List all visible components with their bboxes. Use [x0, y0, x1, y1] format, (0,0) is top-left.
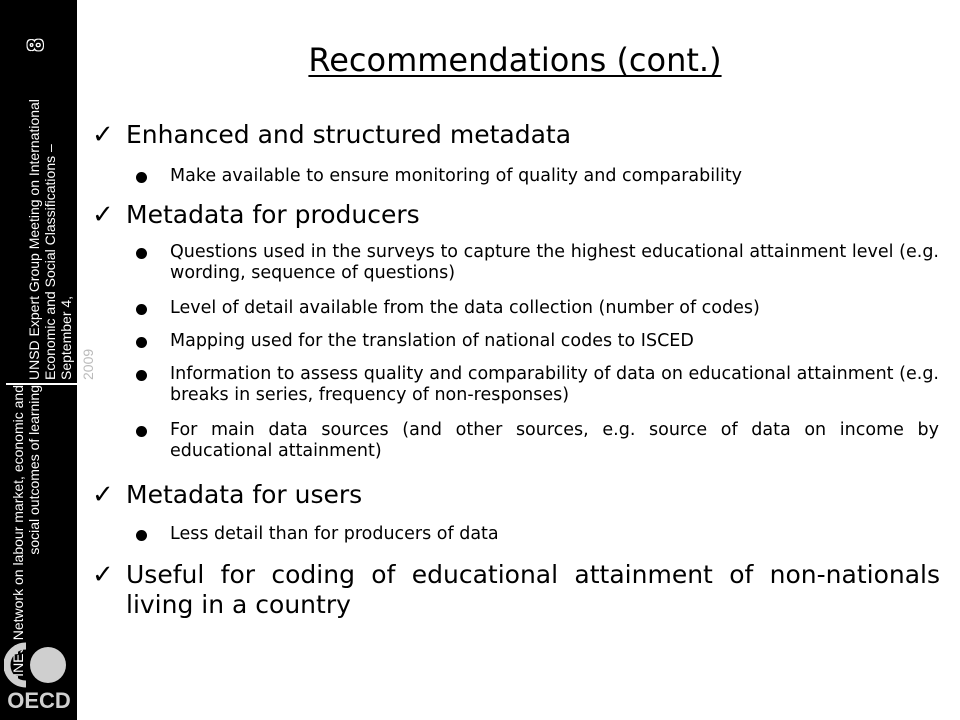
round-bullet-icon: [136, 337, 147, 348]
round-bullet-icon: [136, 172, 147, 183]
bullet-enhanced-metadata: ✓ Enhanced and structured metadata: [92, 120, 572, 150]
bullet-metadata-producers: ✓ Metadata for producers: [92, 200, 420, 230]
sub-bullet: For main data sources (and other sources, e.g. source of data on income by educational attainment): [136, 420, 939, 462]
sub-bullet: Level of detail available from the data collection (number of codes): [136, 298, 939, 319]
oecd-logo-text: OECD: [7, 688, 71, 713]
checkmark-icon: ✓: [92, 560, 114, 590]
bullet-useful-coding: ✓ Useful for coding of educational attainment of non-nationals living in a country: [92, 560, 940, 619]
round-bullet-icon: [136, 304, 147, 315]
checkmark-icon: ✓: [92, 480, 114, 510]
bullet-metadata-users: ✓ Metadata for users: [92, 480, 363, 510]
sub-bullet: Make available to ensure monitoring of quality and comparability: [136, 166, 939, 187]
sub-bullet: Information to assess quality and comparability of data on educational attainment (e.g. breaks in series, frequency of non-responses): [136, 364, 939, 406]
slide-content: [90, 0, 940, 720]
checkmark-icon: ✓: [92, 200, 114, 230]
round-bullet-icon: [136, 426, 147, 437]
ines-network-text: INES Network on labour market, economic and social outcomes of learning: [10, 385, 42, 677]
oecd-logo: [4, 640, 74, 718]
slide-number: 8: [23, 38, 49, 52]
meeting-year-text: 2009: [80, 348, 96, 380]
sidebar: [0, 0, 96, 720]
round-bullet-icon: [136, 248, 147, 259]
sub-bullet: Less detail than for producers of data: [136, 524, 939, 545]
round-bullet-icon: [136, 370, 147, 381]
oecd-logo-icon: [4, 640, 74, 690]
checkmark-icon: ✓: [92, 120, 114, 150]
sub-bullet: Mapping used for the translation of national codes to ISCED: [136, 331, 939, 352]
sub-bullet: Questions used in the surveys to capture the highest educational attainment level (e.g. wording, sequence of questions): [136, 242, 939, 284]
slide-title: Recommendations (cont.): [308, 41, 722, 79]
round-bullet-icon: [136, 530, 147, 541]
unsd-meeting-text: UNSD Expert Group Meeting on International Economic and Social Classifications – September 4,: [26, 99, 74, 380]
